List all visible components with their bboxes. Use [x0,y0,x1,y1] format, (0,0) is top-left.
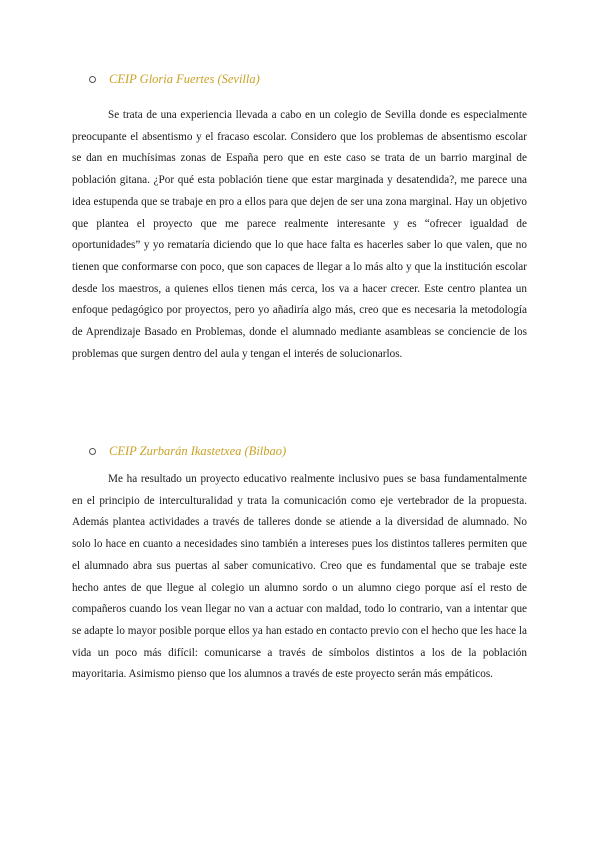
section-heading-text: CEIP Gloria Fuertes (Sevilla) [109,71,260,86]
section-zurbaran-ikastetxea [72,442,527,686]
section-paragraph: Me ha resultado un proyecto educativo realmente inclusivo pues se basa fundamentalmente en el principio de interculturalidad y trata la comunicación como eje vertebrador de la propuesta. Además plantea actividades a través de talleres donde se atiende a la diversidad de alumnado. No solo lo hace en cuanto a necesidades sino también a intereses pues los distintos talleres permiten que el alumnado abra sus puertas al saber comunicativo. Creo que es fundamental que se trabaje este hecho antes de que llegue al colegio un alumno sordo o un alumno ciego porque así el resto de compañeros cuando los vean llegar no van a actuar con maldad, todo lo contrario, van a intentar que se adapte lo mayor posible porque ellos ya han estado en contacto previo con el hecho que les hace la vida un poco más difícil: comunicarse a través de símbolos distintos a los de la población mayoritaria. Asimismo pienso que los alumnos a través de este proyecto serán más empáticos. [72,473,527,681]
section-gloria-fuertes [72,70,527,365]
hollow-bullet-icon [89,448,96,455]
section-paragraph: Se trata de una experiencia llevada a cabo en un colegio de Sevilla donde es especialmente preocupante el absentismo y el fracaso escolar. Considero que los problemas de absentismo escolar se dan en muchísimas zonas de España pero que en este caso se trata de un barrio marginal de población gitana. ¿Por qué esta población tiene que estar marginada y desatendida?, me parece una idea estupenda que se trabaje en pro a ellos para que dejen de ser una zona marginal. Hay un objetivo que plantea el proyecto que me parece realmente interesante y es “ofrecer igualdad de oportunidades” y yo remataría diciendo que lo que hace falta es hacerles saber lo que valen, que no tienen que conformarse con poco, que son capaces de llegar a lo más alto y que la institución escolar desde los maestros, a quienes ellos tienen más cerca, los va a hacer crecer. Este centro plantea un enfoque pedagógico por proyectos, pero yo añadiría algo más, creo que es necesaria la metodología de Aprendizaje Basado en Problemas, donde el alumnado mediante asambleas se conciencie de los problemas que surgen dentro del aula y tengan el interés de solucionarlos. [72,109,527,360]
hollow-bullet-icon [89,76,96,83]
section-heading [89,70,527,88]
section-heading [89,442,527,460]
section-heading-text: CEIP Zurbarán Ikastetxea (Bilbao) [109,443,287,458]
